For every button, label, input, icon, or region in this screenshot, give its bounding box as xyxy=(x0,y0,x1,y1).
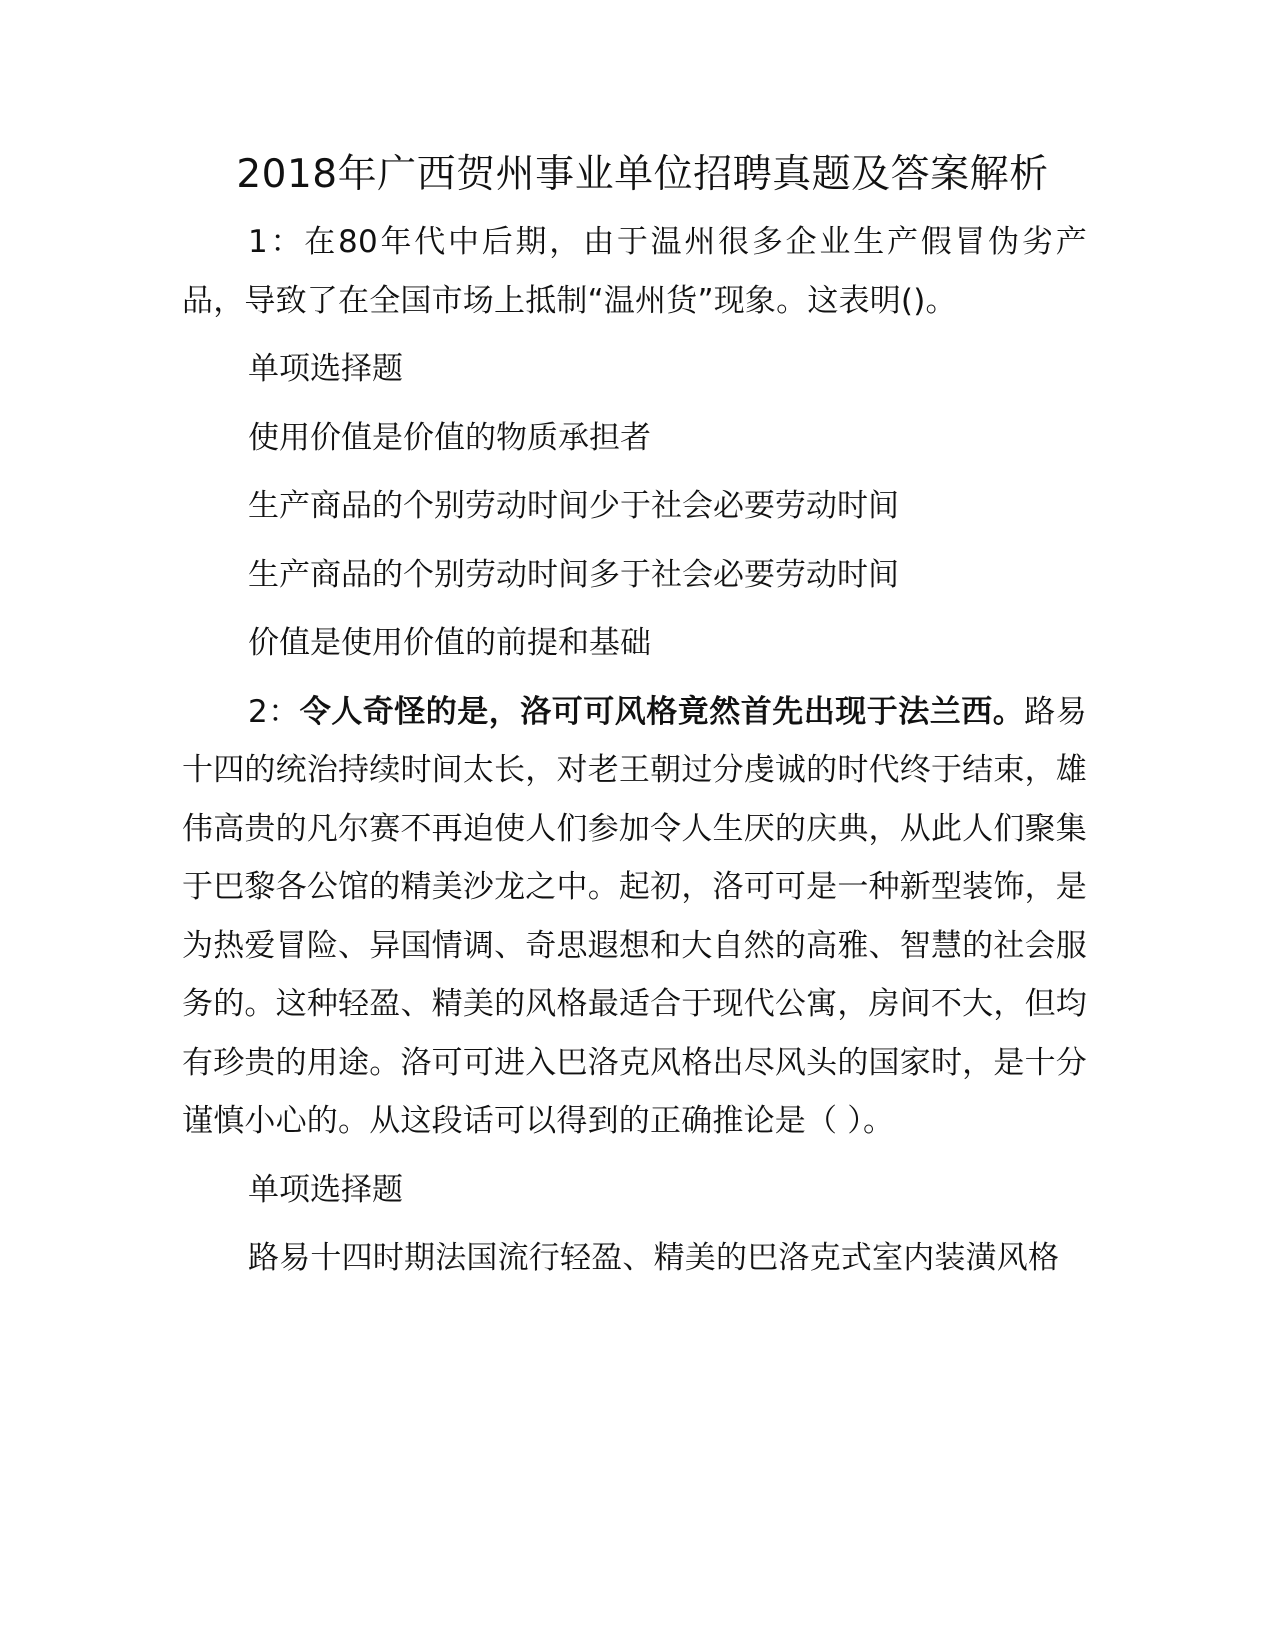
document-page xyxy=(182,145,1087,1288)
question-1-stem xyxy=(182,213,1087,330)
question-1-text: 在80年代中后期，由于温州很多企业生产假冒伪劣产品，导致了在全国市场上抵制“温州货”现象。这表明()。 xyxy=(182,224,1088,319)
question-2-stem xyxy=(182,683,1087,1151)
question-2-type: 单项选择题 xyxy=(248,1171,403,1208)
question-1-option-b: 生产商品的个别劳动时间少于社会必要劳动时间 xyxy=(248,488,899,524)
question-1-option-c: 生产商品的个别劳动时间多于社会必要劳动时间 xyxy=(248,556,899,593)
question-1-type: 单项选择题 xyxy=(248,351,403,387)
question-1-number: 1 xyxy=(248,224,268,260)
question-2-text: 路易十四的统治持续时间太长，对老王朝过分虔诚的时代终于结束，雄伟高贵的凡尔赛不再迫使人们参加令人生厌的庆典，从此人们聚集于巴黎各公馆的精美沙龙之中。起初，洛可可是一种新型装饰，是为热爱冒险、异国情调、奇思遐想和大自然的高雅、智慧的社会服务的。这种轻盈、精美的风格最适合于现代公寓，房间不大，但均有珍贵的用途。洛可可进入巴洛克风格出尽风头的国家时，是十分谨慎小心的。从这段话可以得到的正确推论是（ ）。 xyxy=(182,693,1087,1139)
document-title: 2018年广西贺州事业单位招聘真题及答案解析 xyxy=(236,152,1049,197)
question-2-separator: ： xyxy=(267,693,300,730)
question-2-text-bold: 令人奇怪的是，洛可可风格竟然首先出现于法兰西。 xyxy=(299,693,1025,730)
question-1-option-a: 使用价值是价值的物质承担者 xyxy=(248,419,651,456)
question-2-number: 2 xyxy=(248,693,268,730)
question-2-option-a: 路易十四时期法国流行轻盈、精美的巴洛克式室内装潢风格 xyxy=(248,1240,1060,1276)
question-1-separator: ： xyxy=(267,224,305,260)
question-1-option-d: 价值是使用价值的前提和基础 xyxy=(248,625,651,661)
